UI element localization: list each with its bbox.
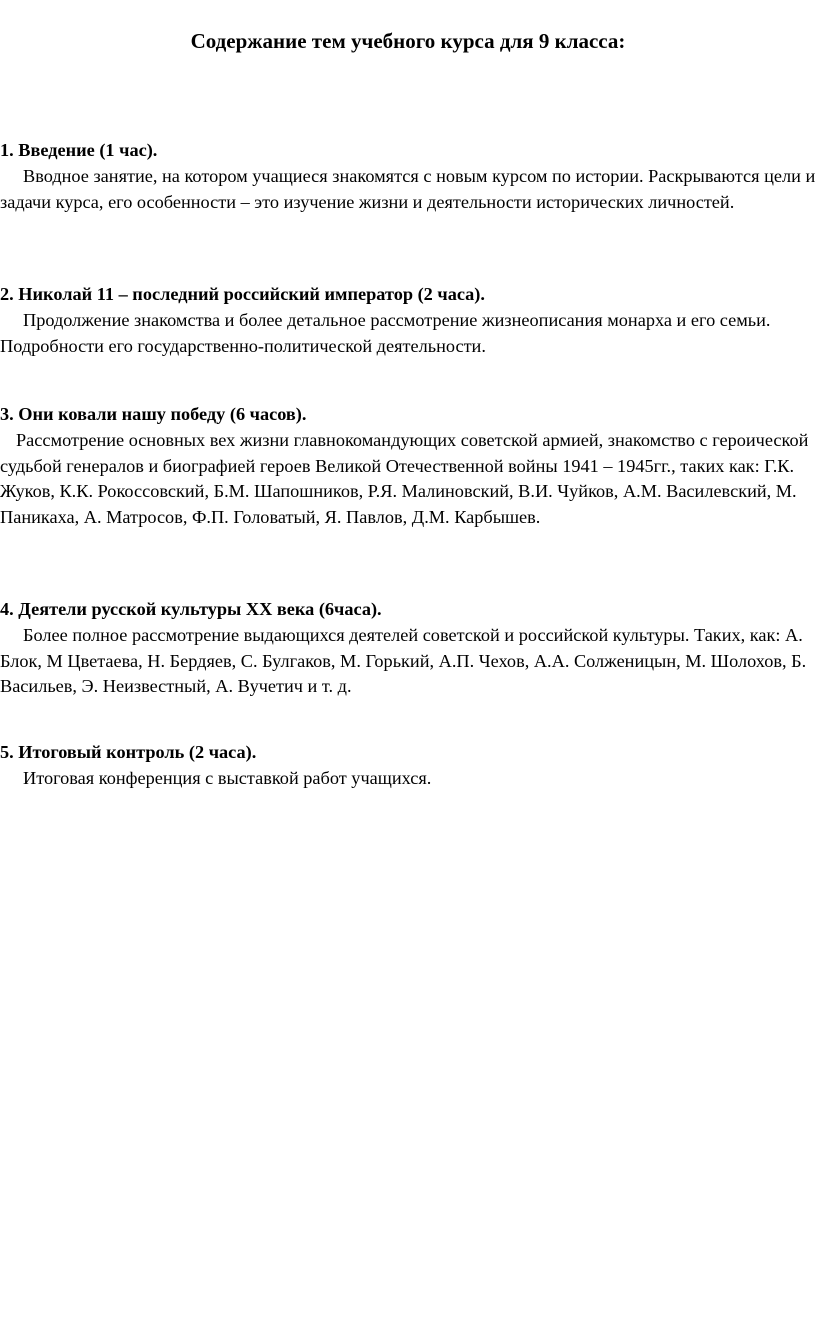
section-nicholas xyxy=(0,282,816,359)
section-body: Продолжение знакомства и более детальное рассмотрение жизнеописания монарха и его семьи. Подробности его государственно-политической деятельности. xyxy=(0,309,771,356)
section-introduction xyxy=(0,138,816,215)
section-heading: 1. Введение (1 час). xyxy=(0,140,158,160)
section-final-control xyxy=(0,740,816,792)
section-body: Вводное занятие, на котором учащиеся знакомятся с новым курсом по истории. Раскрываются цели и задачи курса, его особенности – это изучение жизни и деятельности исторических личностей. xyxy=(0,165,816,212)
section-heading: 2. Николай 11 – последний российский император (2 часа). xyxy=(0,284,485,304)
section-body: Рассмотрение основных вех жизни главнокомандующих советской армией, знакомство с героической судьбой генералов и биографией героев Великой Отечественной войны 1941 – 1945гг., таких как: Г.К. Жуков, К.К. Рокоссовский, Б.М. Шапошников, Р.Я. Малиновский, В.И. Чуйков, А.М. Василевский, М. Паникаха, А. Матросов, Ф.П. Головатый, Я. Павлов, Д.М. Карбышев. xyxy=(0,429,809,528)
section-victory xyxy=(0,402,816,531)
section-culture xyxy=(0,597,816,700)
section-heading: 5. Итоговый контроль (2 часа). xyxy=(0,742,257,762)
section-heading: 4. Деятели русской культуры ХХ века (6часа). xyxy=(0,599,382,619)
section-body: Более полное рассмотрение выдающихся деятелей советской и российской культуры. Таких, как: А. Блок, М Цветаева, Н. Бердяев, С. Булгаков, М. Горький, А.П. Чехов, А.А. Солженицын, М. Шолохов, Б. Васильев, Э. Неизвестный, А. Вучетич и т. д. xyxy=(0,624,807,697)
section-heading: 3. Они ковали нашу победу (6 часов). xyxy=(0,404,307,424)
section-body: Итоговая конференция с выставкой работ учащихся. xyxy=(23,767,432,788)
page-title: Содержание тем учебного курса для 9 класса: xyxy=(190,29,626,53)
